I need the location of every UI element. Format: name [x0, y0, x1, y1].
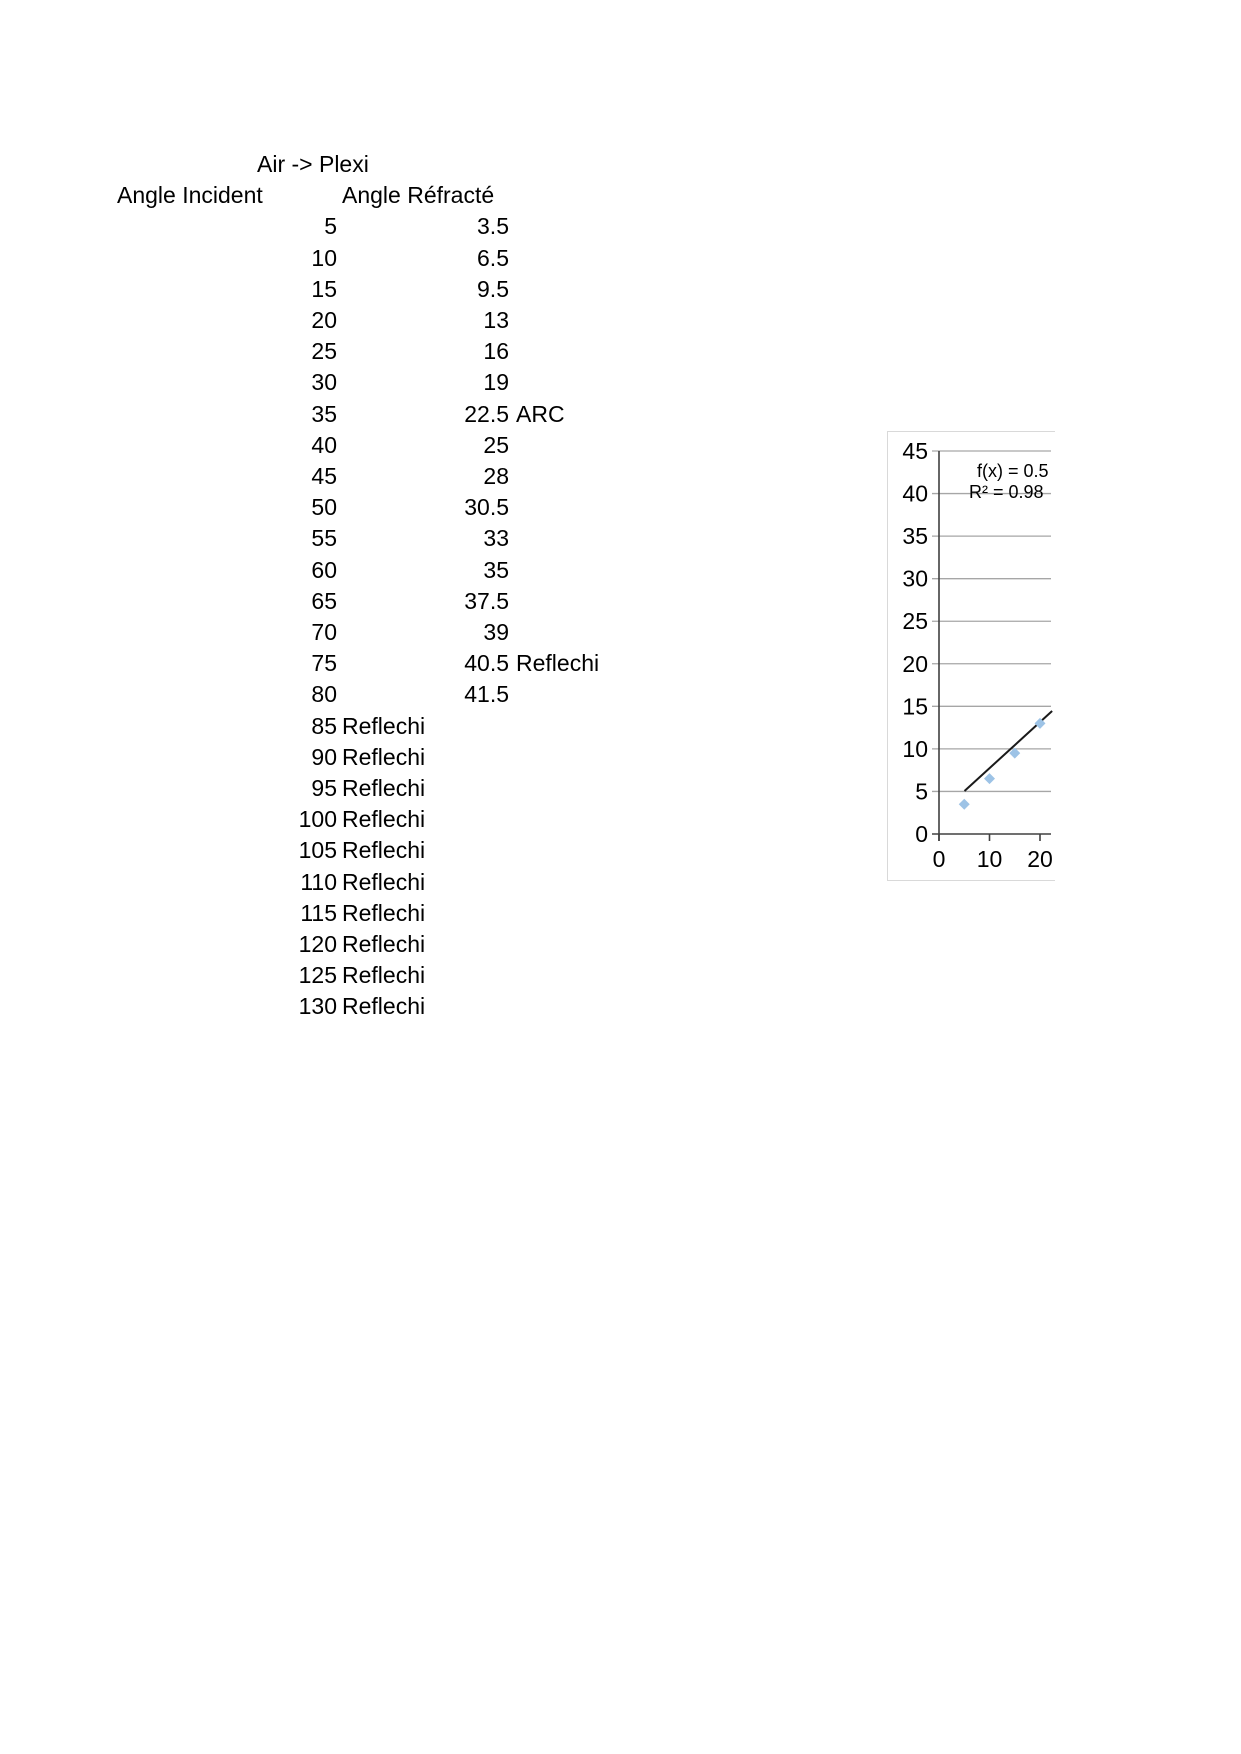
annotation-cell: Reflechi [342, 962, 426, 989]
incident-cell: 85 [311, 712, 337, 739]
annotation-cell: Reflechi [342, 931, 426, 957]
annotation-cell: Reflechi [342, 993, 426, 1020]
incident-cell: 95 [311, 775, 337, 801]
incident-cell: 35 [311, 400, 337, 427]
table-row [0, 929, 1241, 960]
x-axis-tick-label: 20 [1027, 846, 1053, 872]
refracted-cell: 33 [483, 525, 509, 552]
y-axis-tick-label: 25 [902, 608, 928, 635]
refracted-cell: 35 [483, 556, 509, 583]
refracted-cell: 37.5 [464, 587, 509, 614]
table-row [0, 336, 1241, 367]
incident-cell: 120 [298, 931, 337, 957]
title-row [0, 149, 1241, 180]
refracted-cell: 6.5 [477, 244, 509, 271]
table-row [0, 367, 1241, 398]
scatter-chart-canvas [888, 432, 1055, 880]
data-point-marker [959, 799, 970, 810]
refracted-cell: 3.5 [477, 213, 509, 240]
table-row [0, 399, 1241, 430]
x-axis-tick-label: 10 [976, 846, 1003, 872]
annotation-cell: Reflechi [342, 743, 426, 770]
incident-cell: 110 [300, 868, 337, 895]
table-row [0, 211, 1241, 242]
table-row [0, 991, 1241, 1022]
table-row [0, 305, 1241, 336]
incident-cell: 105 [298, 837, 337, 864]
refracted-cell: 19 [483, 369, 509, 396]
incident-cell: 100 [298, 806, 337, 833]
refracted-cell: 39 [483, 619, 509, 645]
sheet-title: Air -> Plexi [257, 151, 369, 177]
refracted-cell: 16 [483, 338, 509, 365]
y-axis-tick-label: 20 [902, 650, 928, 677]
incident-cell: 45 [311, 463, 337, 489]
trendline-equation-label: f(x) = 0.5 [977, 461, 1049, 481]
y-axis-tick-label: 0 [915, 821, 928, 847]
incident-cell: 20 [311, 307, 337, 333]
incident-cell: 115 [300, 899, 337, 926]
y-axis-tick-label: 10 [902, 735, 928, 762]
incident-cell: 90 [311, 743, 337, 770]
table-row [0, 898, 1241, 929]
refracted-cell: 28 [483, 463, 509, 489]
refracted-cell: 30.5 [464, 494, 509, 521]
table-row [0, 243, 1241, 274]
refracted-cell: 22.5 [464, 400, 509, 427]
table-row [0, 960, 1241, 991]
incident-cell: 25 [311, 338, 337, 365]
trendline-r-squared-label: R² = 0.98 [969, 482, 1044, 502]
refracted-cell: 13 [483, 307, 509, 333]
x-axis-tick-label: 0 [932, 846, 946, 872]
incident-cell: 15 [311, 275, 337, 302]
column-header-angle-incident: Angle Incident [117, 182, 263, 209]
incident-cell: 75 [311, 650, 337, 677]
incident-cell: 60 [311, 556, 337, 583]
incident-cell: 80 [311, 681, 337, 708]
incident-cell: 40 [311, 431, 337, 458]
refracted-cell: 9.5 [477, 275, 509, 302]
annotation-cell: Reflechi [342, 806, 426, 833]
incident-cell: 125 [298, 962, 337, 989]
y-axis-tick-label: 35 [902, 523, 928, 550]
column-header-angle-refracte: Angle Réfracté [342, 182, 495, 209]
annotation-cell: Reflechi [342, 837, 426, 864]
data-point-marker [984, 773, 995, 784]
incident-cell: 130 [298, 993, 337, 1020]
incident-cell: 70 [311, 619, 337, 645]
scatter-chart [887, 431, 1055, 881]
incident-cell: 55 [311, 525, 337, 552]
table-row [0, 274, 1241, 305]
annotation-cell: Reflechi [342, 712, 426, 739]
incident-cell: 65 [311, 587, 337, 614]
incident-cell: 10 [311, 244, 337, 271]
y-axis-tick-label: 5 [915, 778, 928, 805]
refracted-cell: 41.5 [464, 681, 509, 708]
y-axis-tick-label: 45 [902, 438, 928, 465]
y-axis-tick-label: 40 [902, 480, 928, 507]
annotation-cell: Reflechi [342, 899, 426, 926]
refracted-cell: 40.5 [464, 650, 509, 677]
y-axis-tick-label: 30 [902, 565, 928, 592]
incident-cell: 30 [311, 369, 337, 396]
annotation-cell: Reflechi [342, 775, 426, 801]
incident-cell: 50 [311, 494, 337, 521]
annotation-cell: ARC [516, 400, 565, 427]
incident-cell: 5 [324, 213, 337, 240]
header-row [0, 180, 1241, 211]
refracted-cell: 25 [483, 431, 509, 458]
y-axis-tick-label: 15 [902, 693, 928, 720]
annotation-cell: Reflechi [342, 868, 426, 895]
annotation-cell: Reflechi [516, 650, 600, 677]
